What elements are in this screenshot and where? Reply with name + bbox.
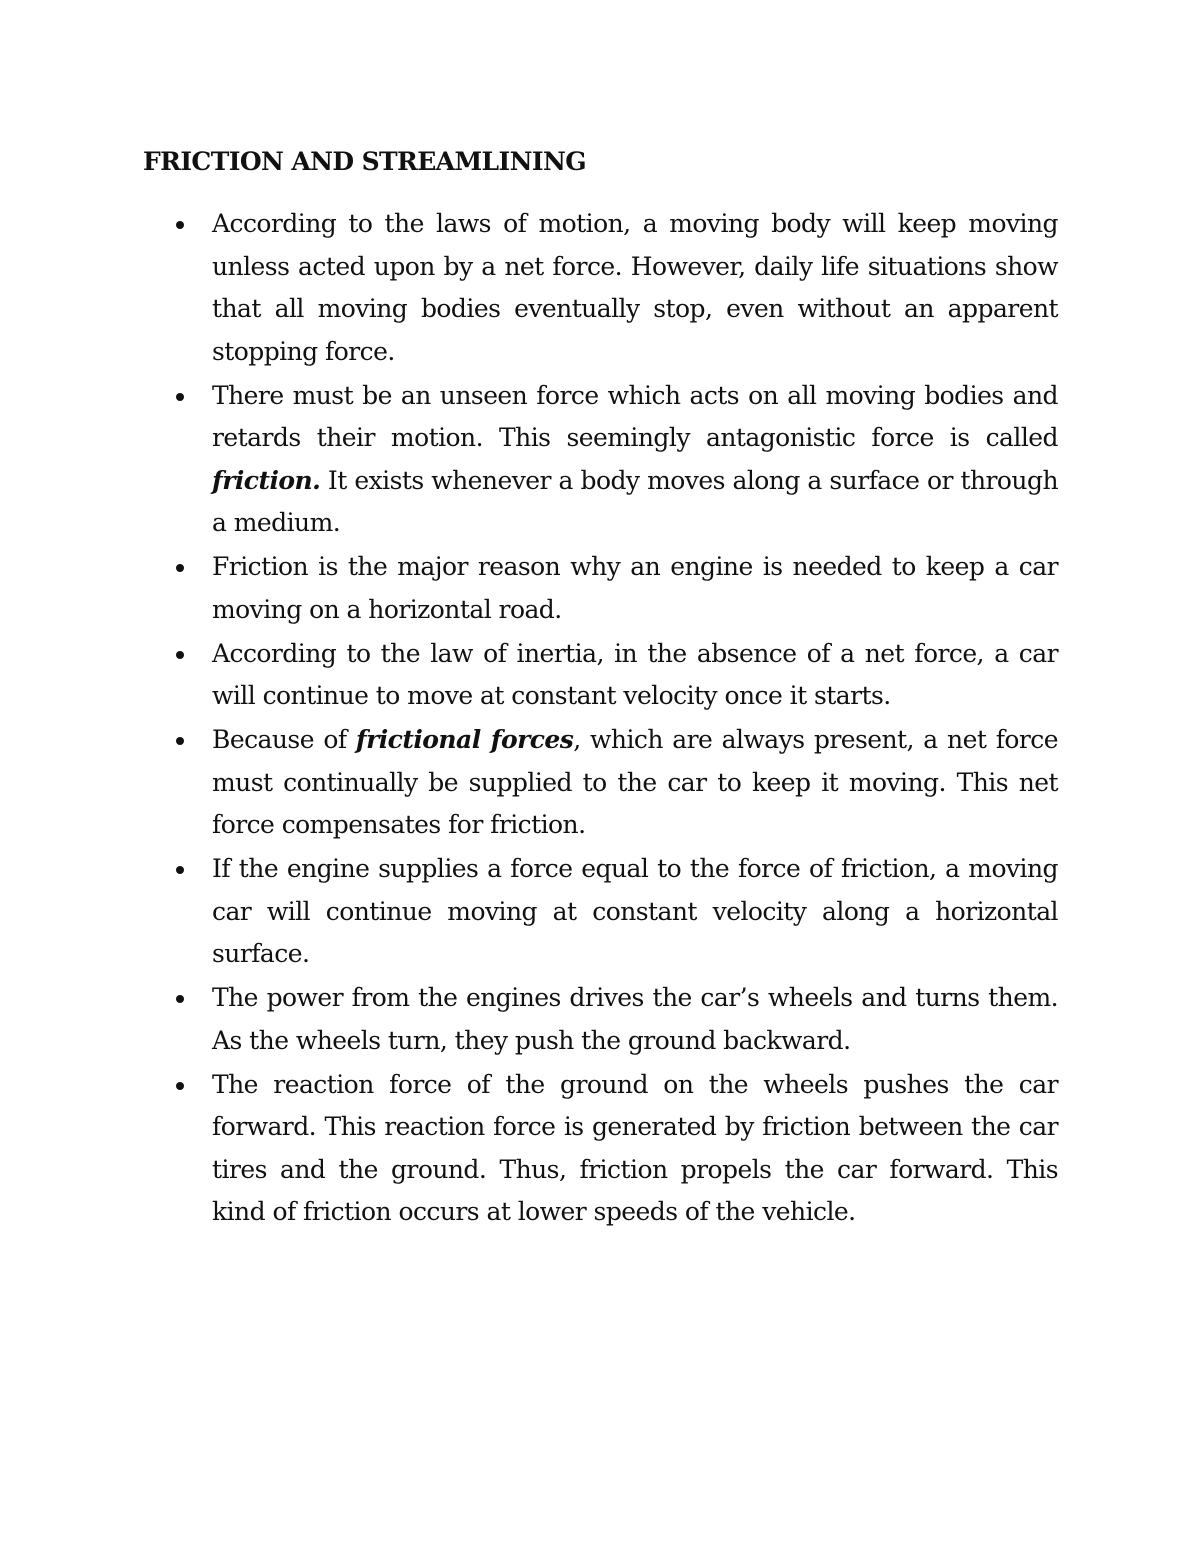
bullet-text: According to the law of inertia, in the absence of a net force, a car will continue to move at constant velocity once it starts.	[212, 638, 1058, 710]
bullet-text: According to the laws of motion, a moving body will keep moving unless acted upon by a net force. However, daily life situations show that all moving bodies eventually stop, even without an apparent stopping force.	[212, 209, 1058, 366]
bullet-text: It exists whenever a body moves along a surface or through a medium.	[212, 465, 1058, 537]
bullet-text: There must be an unseen force which acts on all moving bodies and retards their motion. This seemingly antagonistic force is called	[212, 380, 1058, 452]
bullet-text: If the engine supplies a force equal to the force of friction, a moving car will continue moving at constant velocity along a horizontal surface.	[212, 854, 1058, 968]
bullet-icon	[176, 221, 184, 229]
bullet-icon	[176, 564, 184, 572]
bullet-icon	[176, 995, 184, 1003]
bullet-item	[212, 848, 1058, 976]
bullet-item	[212, 1064, 1058, 1234]
bullet-icon	[176, 866, 184, 874]
key-term: friction.	[212, 465, 321, 495]
bullet-list	[212, 203, 1058, 1235]
bullet-item	[212, 719, 1058, 847]
bullet-item	[212, 375, 1058, 545]
bullet-text: , which are always present, a net force must continually be supplied to the car to keep it moving. This net force compensates for friction.	[212, 725, 1058, 839]
bullet-icon	[176, 737, 184, 745]
page-title: FRICTION AND STREAMLINING	[143, 147, 586, 176]
bullet-item	[212, 977, 1058, 1062]
bullet-icon	[176, 393, 184, 401]
bullet-text: Because of	[212, 725, 356, 754]
bullet-icon	[176, 651, 184, 659]
bullet-icon	[176, 1082, 184, 1090]
bullet-text: The power from the engines drives the car’s wheels and turns them. As the wheels turn, they push the ground backward.	[212, 983, 1058, 1055]
bullet-text: Friction is the major reason why an engine is needed to keep a car moving on a horizontal road.	[212, 552, 1058, 624]
bullet-text: The reaction force of the ground on the wheels pushes the car forward. This reaction force is generated by friction between the car tires and the ground. Thus, friction propels the car forward. This kind of friction occurs at lower speeds of the vehicle.	[212, 1069, 1058, 1226]
key-term: frictional forces	[355, 725, 574, 754]
bullet-item	[212, 633, 1058, 718]
bullet-item	[212, 203, 1058, 373]
bullet-item	[212, 546, 1058, 631]
